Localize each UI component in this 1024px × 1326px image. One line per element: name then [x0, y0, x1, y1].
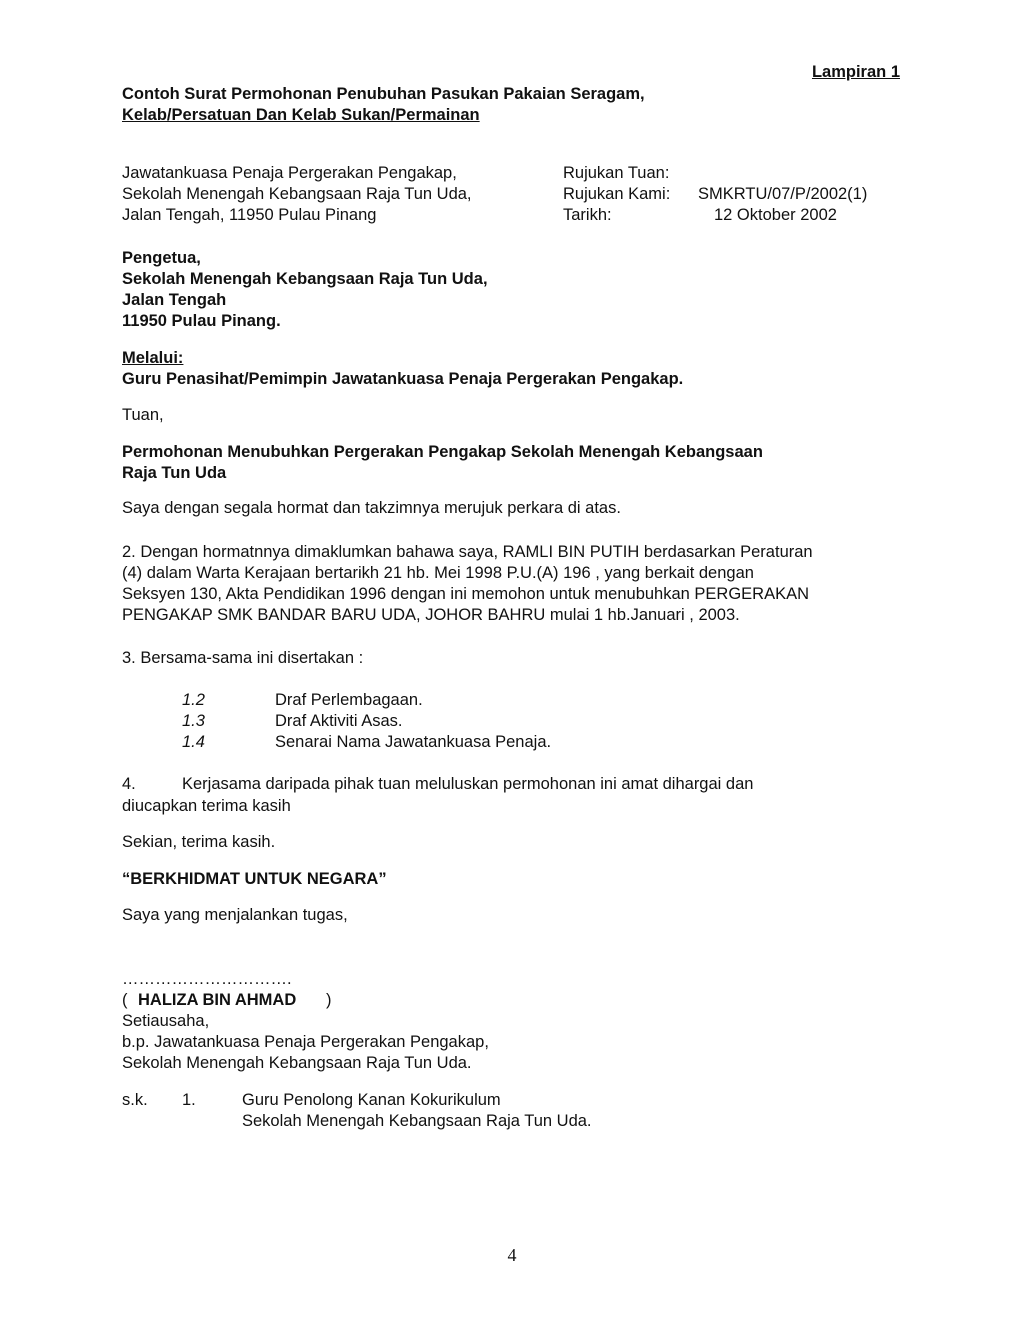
signatory-org-line-2: Sekolah Menengah Kebangsaan Raja Tun Uda. [122, 1054, 472, 1072]
attachment-number: 1.4 [182, 733, 205, 751]
subject-line-1: Permohonan Menubuhkan Pergerakan Pengakap Sekolah Menengah Kebangsaan [122, 443, 763, 461]
cc-line-2: Sekolah Menengah Kebangsaan Raja Tun Uda. [242, 1112, 592, 1130]
salutation: Tuan, [122, 406, 164, 424]
attachment-number: 1.3 [182, 712, 205, 730]
subject-line-2: Raja Tun Uda [122, 464, 227, 482]
signatory-title: Setiausaha, [122, 1012, 210, 1030]
tarikh-value: 12 Oktober 2002 [714, 206, 837, 224]
paragraph-4-line-2: diucapkan terima kasih [122, 797, 291, 815]
sender-line-2: Sekolah Menengah Kebangsaan Raja Tun Uda, [122, 185, 472, 203]
signature-open-paren: ( [122, 991, 128, 1009]
via-value: Guru Penasihat/Pemimpin Jawatankuasa Penaja Pergerakan Pengakap. [122, 370, 684, 388]
rujukan-kami-label: Rujukan Kami: [563, 185, 671, 203]
signatory-name: HALIZA BIN AHMAD [138, 991, 297, 1009]
via-label: Melalui: [122, 349, 184, 367]
lampiran-label: Lampiran 1 [811, 63, 900, 81]
paragraph-3: 3. Bersama-sama ini disertakan : [122, 649, 364, 667]
heading-line-2: Kelab/Persatuan Dan Kelab Sukan/Permainan [122, 106, 480, 124]
signature-line: …………………………. [122, 970, 292, 988]
rujukan-kami-value: SMKRTU/07/P/2002(1) [698, 185, 868, 203]
sender-line-1: Jawatankuasa Penaja Pergerakan Pengakap, [122, 164, 457, 182]
recipient-line-3: Jalan Tengah [122, 291, 227, 309]
page-number: 4 [507, 1245, 517, 1265]
signature-close-paren: ) [326, 991, 332, 1009]
signatory-org-line-1: b.p. Jawatankuasa Penaja Pergerakan Pengakap, [122, 1033, 489, 1051]
paragraph-2-line-2: (4) dalam Warta Kerajaan bertarikh 21 hb. Mei 1998 P.U.(A) 196 , yang berkait dengan [122, 564, 754, 582]
heading-line-1: Contoh Surat Permohonan Penubuhan Pasukan Pakaian Seragam, [122, 85, 645, 103]
recipient-line-2: Sekolah Menengah Kebangsaan Raja Tun Uda, [122, 270, 488, 288]
cc-number: 1. [182, 1091, 196, 1109]
tarikh-label: Tarikh: [563, 206, 612, 224]
paragraph-2-line-1: 2. Dengan hormatnnya dimaklumkan bahawa saya, RAMLI BIN PUTIH berdasarkan Peraturan [122, 543, 813, 561]
attachment-text: Draf Aktiviti Asas. [275, 712, 403, 730]
attachment-text: Senarai Nama Jawatankuasa Penaja. [275, 733, 552, 751]
attachment-number: 1.2 [182, 691, 205, 709]
closing: Sekian, terima kasih. [122, 833, 276, 851]
attachment-text: Draf Perlembagaan. [275, 691, 423, 709]
paragraph-2-line-4: PENGAKAP SMK BANDAR BARU UDA, JOHOR BAHRU mulai 1 hb.Januari , 2003. [122, 606, 740, 624]
rujukan-tuan-label: Rujukan Tuan: [563, 164, 670, 182]
cc-line-1: Guru Penolong Kanan Kokurikulum [242, 1091, 501, 1109]
signoff: Saya yang menjalankan tugas, [122, 906, 348, 924]
recipient-line-1: Pengetua, [122, 249, 201, 267]
cc-label: s.k. [122, 1091, 148, 1109]
paragraph-4-line-1: Kerjasama daripada pihak tuan meluluskan permohonan ini amat dihargai dan [182, 775, 754, 793]
motto: “BERKHIDMAT UNTUK NEGARA” [122, 870, 387, 888]
paragraph-2-line-3: Seksyen 130, Akta Pendidikan 1996 dengan ini memohon untuk menubuhkan PERGERAKAN [122, 585, 810, 603]
paragraph-4-number: 4. [122, 775, 136, 793]
paragraph-1: Saya dengan segala hormat dan takzimnya merujuk perkara di atas. [122, 499, 621, 517]
recipient-line-4: 11950 Pulau Pinang. [122, 312, 281, 330]
sender-line-3: Jalan Tengah, 11950 Pulau Pinang [122, 206, 377, 224]
